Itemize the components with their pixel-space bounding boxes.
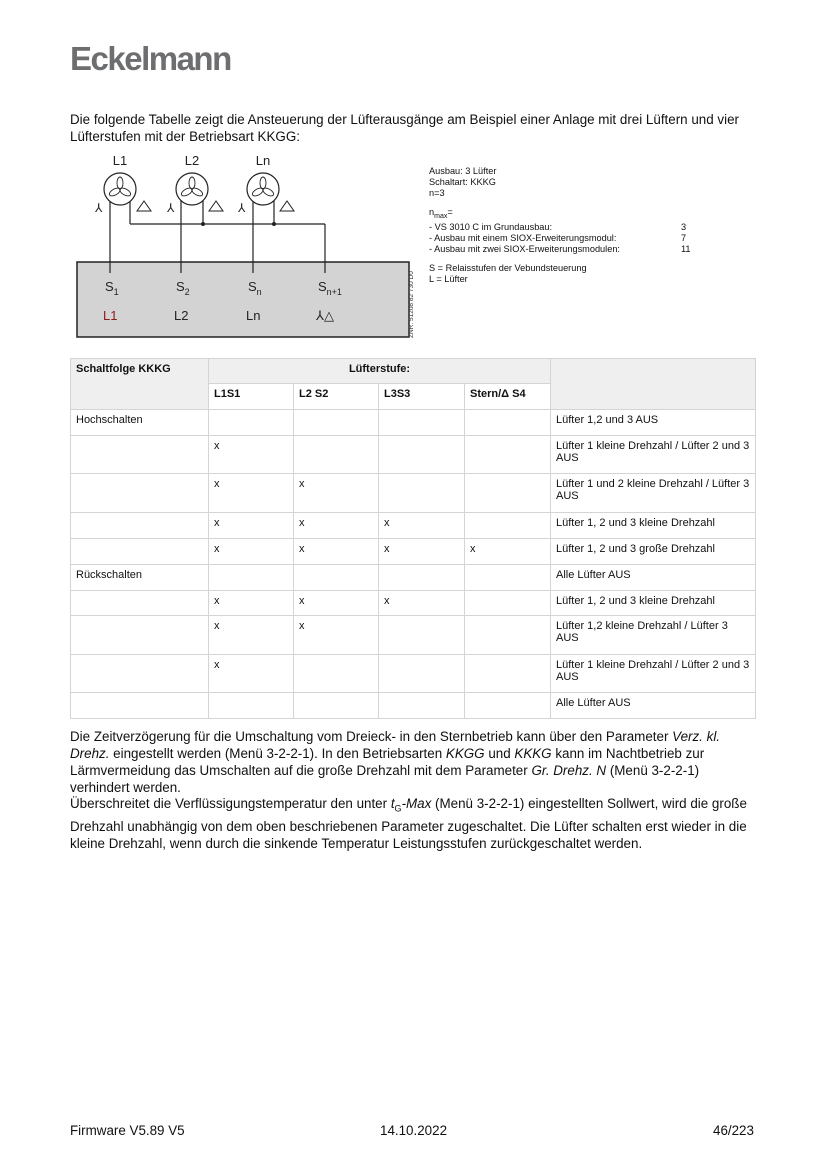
delta-icon [280, 201, 294, 211]
table-cell [465, 513, 551, 539]
table-cell [379, 410, 465, 436]
table-cell: x [209, 616, 294, 655]
table-cell: Alle Lüfter AUS [551, 565, 756, 591]
table-cell: x [209, 474, 294, 513]
legend-row-label: - Ausbau mit einem SIOX-Erweiterungsmodul: [429, 232, 617, 243]
table-cell [294, 693, 379, 719]
star-icon: ⅄ [167, 201, 175, 215]
table-row [71, 539, 756, 565]
table-cell [379, 655, 465, 693]
table-cell: Lüfter 1, 2 und 3 kleine Drehzahl [551, 513, 756, 539]
table-cell [465, 436, 551, 474]
table-cell: Lüfter 1, 2 und 3 große Drehzahl [551, 539, 756, 565]
table-row [71, 591, 756, 616]
table-cell [209, 565, 294, 591]
legend-line: n=3 [429, 188, 445, 198]
nmax-sub: max [434, 212, 448, 220]
table-cell: x [465, 539, 551, 565]
relay-label: $S_{n+1}$ [318, 279, 342, 297]
legend-row-value: 11 [681, 243, 691, 254]
table-cell [465, 410, 551, 436]
table-row [71, 565, 756, 591]
relay-fan-label: ⅄△ [316, 308, 334, 323]
table-row [71, 655, 756, 693]
table-cell: x [379, 513, 465, 539]
footer-date: 14.10.2022 [380, 1123, 448, 1138]
table-cell [71, 591, 209, 616]
table-cell: x [209, 591, 294, 616]
table-cell: x [379, 539, 465, 565]
table-cell: x [294, 591, 379, 616]
legend-row-value: 3 [681, 221, 687, 232]
relay-fan-label: Ln [246, 308, 261, 323]
table-cell [465, 693, 551, 719]
table-cell: Alle Lüfter AUS [551, 693, 756, 719]
fan-label: L2 [184, 153, 200, 168]
header-stage: Lüfterstufe: [209, 359, 551, 384]
header-sequence: Schaltfolge KKKG [71, 359, 209, 410]
intro-text: Die folgende Tabelle zeigt die Ansteuerung der Lüfterausgänge am Beispiel einer Anlage mit drei Lüftern und vier Lüfterstufen mit der Betriebsart KKGG: [70, 112, 739, 144]
table-cell: Rückschalten [71, 565, 209, 591]
table-cell: x [209, 655, 294, 693]
table-cell [209, 693, 294, 719]
table-cell [465, 655, 551, 693]
table-cell [465, 591, 551, 616]
fan-label: Ln [255, 153, 271, 168]
col-header: L3S3 [379, 384, 465, 410]
col-header: L2 S2 [294, 384, 379, 410]
legend-row-label: - VS 3010 C im Grundausbau: [429, 221, 553, 232]
table-cell [294, 436, 379, 474]
switching-table [70, 358, 756, 719]
table-cell: x [294, 616, 379, 655]
table-row [71, 616, 756, 655]
fan-wiring-diagram [60, 145, 430, 345]
legend-s: S = Relaisstufen der Vebundsteuerung [429, 262, 587, 273]
table-cell: Lüfter 1, 2 und 3 kleine Drehzahl [551, 591, 756, 616]
relay-label: $S_1$ [105, 279, 119, 297]
fan-label: L1 [112, 153, 128, 168]
table-cell [379, 565, 465, 591]
relay-label: $S_n$ [248, 279, 262, 297]
table-cell: Hochschalten [71, 410, 209, 436]
table-cell [379, 616, 465, 655]
table-row [71, 513, 756, 539]
table-cell [379, 474, 465, 513]
col-header: Stern/Δ S4 [465, 384, 551, 410]
legend-row-value: 7 [681, 232, 687, 243]
delta-icon [137, 201, 151, 211]
table-cell [71, 616, 209, 655]
table-cell: x [294, 539, 379, 565]
nmax-eq: = [447, 207, 453, 217]
table-cell [71, 655, 209, 693]
table-cell [465, 565, 551, 591]
table-cell: Lüfter 1 kleine Drehzahl / Lüfter 2 und 3 AUS [551, 436, 756, 474]
col-header: L1S1 [209, 384, 294, 410]
table-cell [71, 693, 209, 719]
table-row [71, 410, 756, 436]
table-cell: Lüfter 1,2 kleine Drehzahl / Lüfter 3 AUS [551, 616, 756, 655]
legend-line: Schaltart: KKKG [429, 177, 496, 187]
nmax-label: n [429, 207, 435, 217]
delta-icon [209, 201, 223, 211]
table-row [71, 436, 756, 474]
table-cell [465, 616, 551, 655]
table-cell [71, 539, 209, 565]
star-icon: ⅄ [238, 201, 246, 215]
diagram-legend [429, 166, 691, 285]
footer-firmware: Firmware V5.89 V5 [70, 1123, 185, 1138]
diagram-code: ZNR. 51208 82 730 D0 [408, 271, 415, 338]
legend-row-label: - Ausbau mit zwei SIOX-Erweiterungsmodulen: [429, 243, 620, 254]
footer-page: 46/223 [713, 1123, 754, 1138]
table-cell: Lüfter 1 und 2 kleine Drehzahl / Lüfter 3 AUS [551, 474, 756, 513]
table-cell [71, 513, 209, 539]
table-row [71, 474, 756, 513]
paragraph-delay: Die Zeitverzögerung für die Umschaltung vom Dreieck- in den Sternbetrieb kann über den Parameter Verz. kl. Drehz. eingestellt werden (Menü 3-2-2-1). In den Betriebsarten KKGG und KKKG kann im Nachtbetrieb zur Lärmvermeidung das Umschalten auf die große Drehzahl mit dem Parameter Gr. Drehz. N (Menü 3-2-2-1) verhindert werden. [70, 729, 721, 795]
table-cell [379, 436, 465, 474]
relay-label: $S_2$ [176, 279, 190, 297]
table-cell [379, 693, 465, 719]
paragraph-max-temp: Überschreitet die Verflüssigungstemperatur den unter $t_G$-Max (Menü 3-2-2-1) eingestellten Sollwert, wird die große Drehzahl unabhängig von dem oben beschriebenen Parameter zugeschaltet. Die Lüfter schalten erst wieder in die kleine Drehzahl, wenn durch die sinkende Temperatur Leistungsstufen zurückgeschaltet werden. [70, 796, 747, 851]
table-row [71, 693, 756, 719]
relay-fan-label: L1 [103, 308, 118, 323]
table-cell [294, 655, 379, 693]
table-cell: x [379, 591, 465, 616]
header-blank [551, 359, 756, 410]
table-cell [209, 410, 294, 436]
table-cell: x [209, 513, 294, 539]
table-cell [71, 474, 209, 513]
table-cell: x [294, 513, 379, 539]
logo: Eckelmann [70, 40, 231, 77]
table-cell [465, 474, 551, 513]
table-cell [294, 410, 379, 436]
star-icon: ⅄ [95, 201, 103, 215]
table-cell [294, 565, 379, 591]
relay-fan-label: L2 [174, 308, 189, 323]
table-cell: x [209, 436, 294, 474]
table-cell: x [294, 474, 379, 513]
legend-l: L = Lüfter [429, 273, 468, 284]
table-cell [71, 436, 209, 474]
table-cell: Lüfter 1 kleine Drehzahl / Lüfter 2 und 3 AUS [551, 655, 756, 693]
table-cell: Lüfter 1,2 und 3 AUS [551, 410, 756, 436]
legend-line: Ausbau: 3 Lüfter [429, 166, 497, 176]
table-cell: x [209, 539, 294, 565]
